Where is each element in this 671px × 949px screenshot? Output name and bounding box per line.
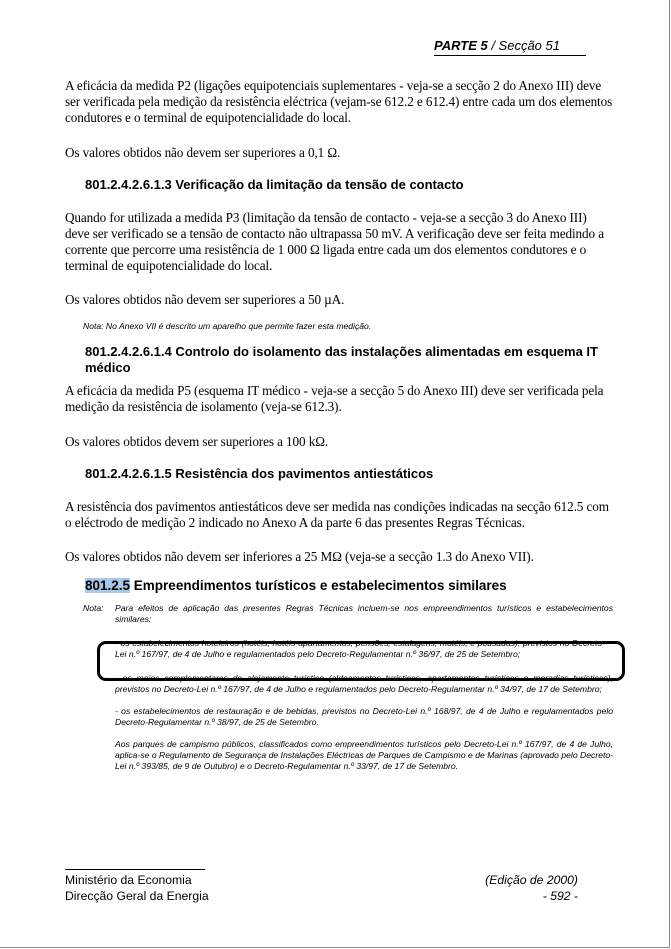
list-item-hotels: - os estabelecimentos hoteleiros (hotéis, hotéis-apartamentos, pensões, estalagens, motéis, e pousadas), previstos no Decreto-Lei n.º 167/97, de 4 de Julho e regulamentados pelo Decreto-Regulamentar n.º 36/97, de 25 de Setembro; bbox=[115, 638, 605, 659]
footer-left bbox=[65, 872, 209, 904]
note-tourism bbox=[65, 603, 613, 625]
section-title: Empreendimentos turísticos e estabelecimentos similares bbox=[130, 578, 507, 593]
header-section: Secção 51 bbox=[498, 38, 560, 53]
note-label: Nota: bbox=[83, 603, 104, 613]
footer-ministry: Ministério da Economia bbox=[65, 873, 192, 887]
footer-edition: (Edição de 2000) bbox=[485, 873, 578, 887]
section-number-highlight: 801.2.5 bbox=[85, 578, 131, 593]
paragraph-p2-values: Os valores obtidos não devem ser superiores a 0,1 Ω. bbox=[65, 145, 341, 160]
footer-page-number: - 592 - bbox=[542, 889, 578, 903]
heading-801-2-4-2-6-1-3: 801.2.4.2.6.1.3 Verificação da limitação da tensão de contacto bbox=[85, 177, 464, 192]
header-part: PARTE 5 bbox=[434, 38, 488, 53]
list-item-complementary-lodging: - os meios complementares de alojamento turístico (aldeamentos turísticos, apartamentos turísticos e moradias turísticas), previstos no Decreto-Lei n.º 167/97, de 4 de Julho e regulamentados pelo Decreto-Regulamentar n.º 34/97, de 17 de Setembro; bbox=[115, 673, 613, 694]
paragraph-p3-contact-voltage: Quando for utilizada a medida P3 (limitação da tensão de contacto - veja-se a secção 3 do Anexo III) deve ser verificado se a tensão de contacto não ultrapassa 50 mV. A verificação deve ser feita medindo a corrente que percorre uma resistência de 1 000 Ω ligada entre cada um dos elementos condutores e o terminal de equipotencialidade do local. bbox=[65, 210, 604, 273]
paragraph-antistatic-values: Os valores obtidos não devem ser inferiores a 25 MΩ (veja-se a secção 1.3 do Anexo VII). bbox=[65, 549, 534, 564]
paragraph-p5-it-medical: A eficácia da medida P5 (esquema IT médico - veja-se a secção 5 do Anexo III) deve ser verificada pela medição da resistência de isolamento (veja-se 612.3). bbox=[65, 383, 604, 414]
paragraph-antistatic-floors: A resistência dos pavimentos antiestáticos deve ser medida nas condições indicadas na secção 612.5 com o eléctrodo de medição 2 indicado no Anexo A da parte 6 das presentes Regras Técnicas. bbox=[65, 499, 609, 530]
heading-801-2-4-2-6-1-4: 801.2.4.2.6.1.4 Controlo do isolamento das instalações alimentadas em esquema IT médico bbox=[85, 344, 598, 375]
paragraph-campsites: Aos parques de campismo públicos, classificados como empreendimentos turísticos pelo Decreto-Lei n.º 167/97, de 4 de Julho, aplica-se o Regulamento de Segurança de Instalações Eléctricas de Parques de Campismo e de Marinas (aprovado pelo Decreto-Lei n.º 393/85, de 9 de Outubro) e o Decreto-Regulamentar n.º 33/97, de 17 de Setembro. bbox=[115, 739, 613, 771]
header-separator: / bbox=[487, 38, 499, 53]
heading-801-2-4-2-6-1-5: 801.2.4.2.6.1.5 Resistência dos pavimentos antiestáticos bbox=[85, 466, 434, 481]
paragraph-p2-efficacy: A eficácia da medida P2 (ligações equipotenciais suplementares - veja-se a secção 2 do Anexo III) deve ser verificada pela medição da resistência eléctrica (vejam-se 612.2 e 612.4) entre cada um dos elementos condutores e o terminal de equipotencialidade do local. bbox=[65, 78, 613, 125]
paragraph-p5-values: Os valores obtidos devem ser superiores a 100 kΩ. bbox=[65, 434, 329, 449]
footer-right bbox=[460, 872, 578, 904]
footer-directorate: Direcção Geral da Energia bbox=[65, 889, 209, 903]
note-annex-vii: Nota: No Anexo VII é descrito um aparelho que permite fazer esta medição. bbox=[83, 321, 372, 331]
highlight-box-hotels bbox=[97, 641, 625, 681]
note-text: Para efeitos de aplicação das presentes Regras Técnicas incluem-se nos empreendimentos turísticos e estabelecimentos similares: bbox=[115, 603, 613, 624]
page-header bbox=[434, 38, 586, 56]
footer-rule bbox=[65, 869, 205, 870]
paragraph-p3-values: Os valores obtidos não devem ser superiores a 50 µA. bbox=[65, 292, 345, 307]
list-item-restaurants: - os estabelecimentos de restauração e de bebidas, previstos no Decreto-Lei n.º 168/97, de 4 de Julho e regulamentados pelo Decreto-Regulamentar n.º 38/97, de 25 de Setembro. bbox=[115, 706, 613, 727]
heading-801-2-5 bbox=[65, 577, 613, 594]
